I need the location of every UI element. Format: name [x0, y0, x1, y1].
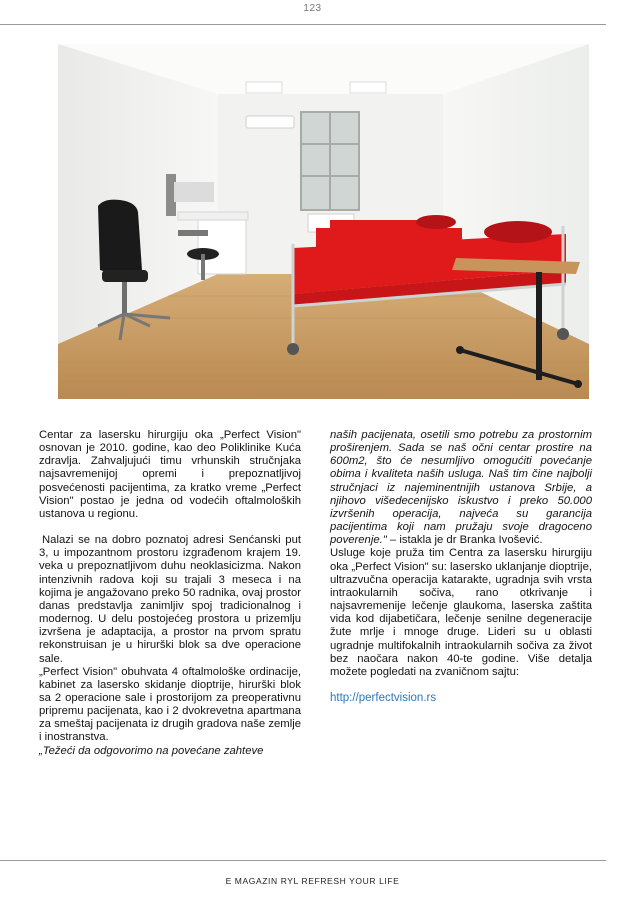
clinic-room-photo — [58, 44, 589, 399]
facilities-paragraph: „Perfect Vision" obuhvata 4 oftalmološke ordinacije, kabinet za lasersko skidanje dioptrije, hirurški blok sa 2 operacione sale i prostorijom za preoperativnu pripremu pacijenata, kao i 2 dvokrevetna apartmana za smeštaj pacijenata iz drugih gradova naše zemlje i inostranstva. — [39, 665, 301, 744]
website-link[interactable]: http://perfectvision.rs — [330, 691, 437, 704]
quote-continuation: naših pacijenata, osetili smo potrebu za prostornim proširenjem. Sada se naš očni centar prostire na 600m2, što će nesumljivo omogućiti povećanje obima i kvaliteta naših usluga. Naš tim čine najbolji stručnjaci iz najeminentnijih ustanova Srbije, a njihovo višedecenijsko iskustvo i preko 50.000 izvršenih operacija, najveća su garancija pacijentima koji nam pružaju svoje dragoceno poverenje." — [330, 429, 592, 547]
article-left-column — [39, 429, 301, 758]
quote-attribution: – istakla je dr Branka Ivošević. — [386, 534, 543, 547]
location-paragraph: Nalazi se na dobro poznatoj adresi Senćanski put 3, u impozantnom prostoru izgrađenom krajem 19. veka u prepoznatljivom duhu neoklasicizma. Nakon intenzivnih radova koji su trajali 3 meseca i na kojima je angažovano preko 50 radnika, ovaj prostor danas predstavlja zanimljiv spoj tradicionalnog i modernog. U delu postojećeg prostora u prizemlju izvršena je adaptacija, a prostor na prvom spratu rekonstruisan je u hirurški blok sa dve operacione sale. — [39, 534, 301, 665]
bottom-divider — [0, 860, 606, 861]
top-divider — [0, 24, 606, 25]
services-paragraph: Usluge koje pruža tim Centra za lasersku hirurgiju oka „Perfect Vision" su: lasersko uklanjanje dioptrije, ultrazvučna operacija katarakte, ugradnja svih vrsta intraokularnih sočiva, rano otkrivanje i najsavremenije lečenje glaukoma, laserska zaštita vida kod dijabetičara, lečenje senilne degeneracije žute mrlje i mnoge druge. Lideri su u oblasti ugradnje multifokalnih intraokularnih sočiva za život bez naočara nakon 40-te godine. Više detalja možete pogledati na zvaničnom sajtu: — [330, 547, 592, 678]
magazine-footer: E MAGAZIN RYL REFRESH YOUR LIFE — [225, 876, 400, 886]
intro-paragraph: Centar za lasersku hirurgiju oka „Perfect Vision" osnovan je 2010. godine, kao deo Poliklinike Kuća zdravlja. Zahvaljujući timu vrhunskih stručnjaka najsavremenijoj opremi i prepoznatljivoj posvećenosti pacijentima, za kratko vreme „Perfect Vision" postao je jedna od vodećih oftalmoloških ustanova u regionu. — [39, 429, 301, 520]
page-number: 123 — [303, 3, 322, 14]
article-right-column — [330, 429, 592, 705]
quote-start: „Težeći da odgovorimo na povećane zahteve — [39, 744, 264, 757]
